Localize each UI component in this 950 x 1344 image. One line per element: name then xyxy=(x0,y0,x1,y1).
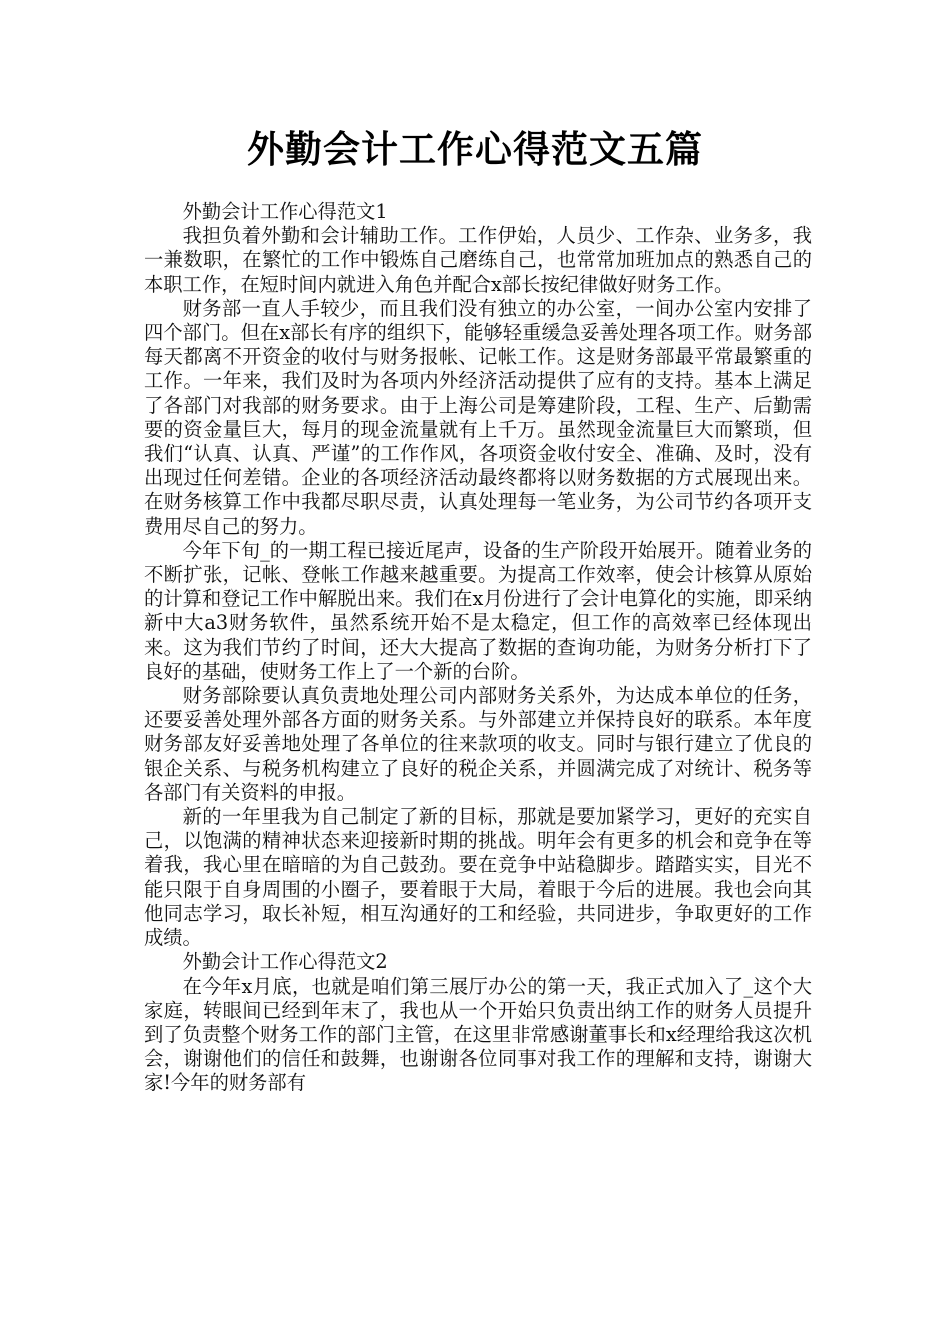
section-heading-2: 外勤会计工作心得范文2 xyxy=(182,950,388,974)
paragraph: 今年下旬_的一期工程已接近尾声，设备的生产阶段开始展开。随着业务的不断扩张，记帐、登帐工作越来越重要。为提高工作效率，使会计核算从原始的计算和登记工作中解脱出来。我们在x月份进行了会计电算化的实施，即采纳新中大a3财务软件，虽然系统开始不是太稳定，但工作的高效率已经体现出来。这为我们节约了时间，还大大提高了数据的查询功能，为财务分析打下了良好的基础，使财务工作上了一个新的台阶。 xyxy=(144,538,812,683)
document-body xyxy=(144,200,812,1096)
document-title: 外勤会计工作心得范文五篇 xyxy=(247,128,703,171)
paragraph: 我担负着外勤和会计辅助工作。工作伊始，人员少、工作杂、业务多，我一兼数职，在繁忙的工作中锻炼自己磨练自己，也常常加班加点的熟悉自己的本职工作，在短时间内就进入角色并配合x部长按纪律做好财务工作。 xyxy=(144,224,812,296)
paragraph: 新的一年里我为自己制定了新的目标，那就是要加紧学习，更好的充实自己，以饱满的精神状态来迎接新时期的挑战。明年会有更多的机会和竞争在等着我，我心里在暗暗的为自己鼓劲。要在竞争中站稳脚步。踏踏实实，目光不能只限于自身周围的小圈子，要着眼于大局，着眼于今后的进展。我也会向其他同志学习，取长补短，相互沟通好的工和经验，共同进步，争取更好的工作成绩。 xyxy=(144,805,812,950)
paragraph: 在今年x月底，也就是咱们第三展厅办公的第一天，我正式加入了_这个大家庭，转眼间已经到年末了，我也从一个开始只负责出纳工作的财务人员提升到了负责整个财务工作的部门主管，在这里非常感谢董事长和x经理给我这次机会，谢谢他们的信任和鼓舞，也谢谢各位同事对我工作的理解和支持，谢谢大家!今年的财务部有 xyxy=(144,974,812,1095)
paragraph: 财务部除要认真负责地处理公司内部财务关系外，为达成本单位的任务，还要妥善处理外部各方面的财务关系。与外部建立并保持良好的联系。本年度财务部友好妥善地处理了各单位的往来款项的收支。同时与银行建立了优良的银企关系、与税务机构建立了良好的税企关系，并圆满完成了对统计、税务等各部门有关资料的申报。 xyxy=(144,684,812,804)
paragraph: 财务部一直人手较少，而且我们没有独立的办公室，一间办公室内安排了四个部门。但在x部长有序的组织下，能够轻重缓急妥善处理各项工作。财务部每天都离不开资金的收付与财务报帐、记帐工作。这是财务部最平常最繁重的工作。一年来，我们及时为各项内外经济活动提供了应有的支持。基本上满足了各部门对我部的财务要求。由于上海公司是筹建阶段，工程、生产、后勤需要的资金量巨大，每月的现金流量就有上千万。虽然现金流量巨大而繁琐，但我们“认真、认真、严谨”的工作作风，各项资金收付安全、准确、及时，没有出现过任何差错。企业的各项经济活动最终都将以财务数据的方式展现出来。在财务核算工作中我都尽职尽责，认真处理每一笔业务，为公司节约各项开支费用尽自己的努力。 xyxy=(144,296,812,538)
section-heading-1: 外勤会计工作心得范文1 xyxy=(182,200,388,223)
